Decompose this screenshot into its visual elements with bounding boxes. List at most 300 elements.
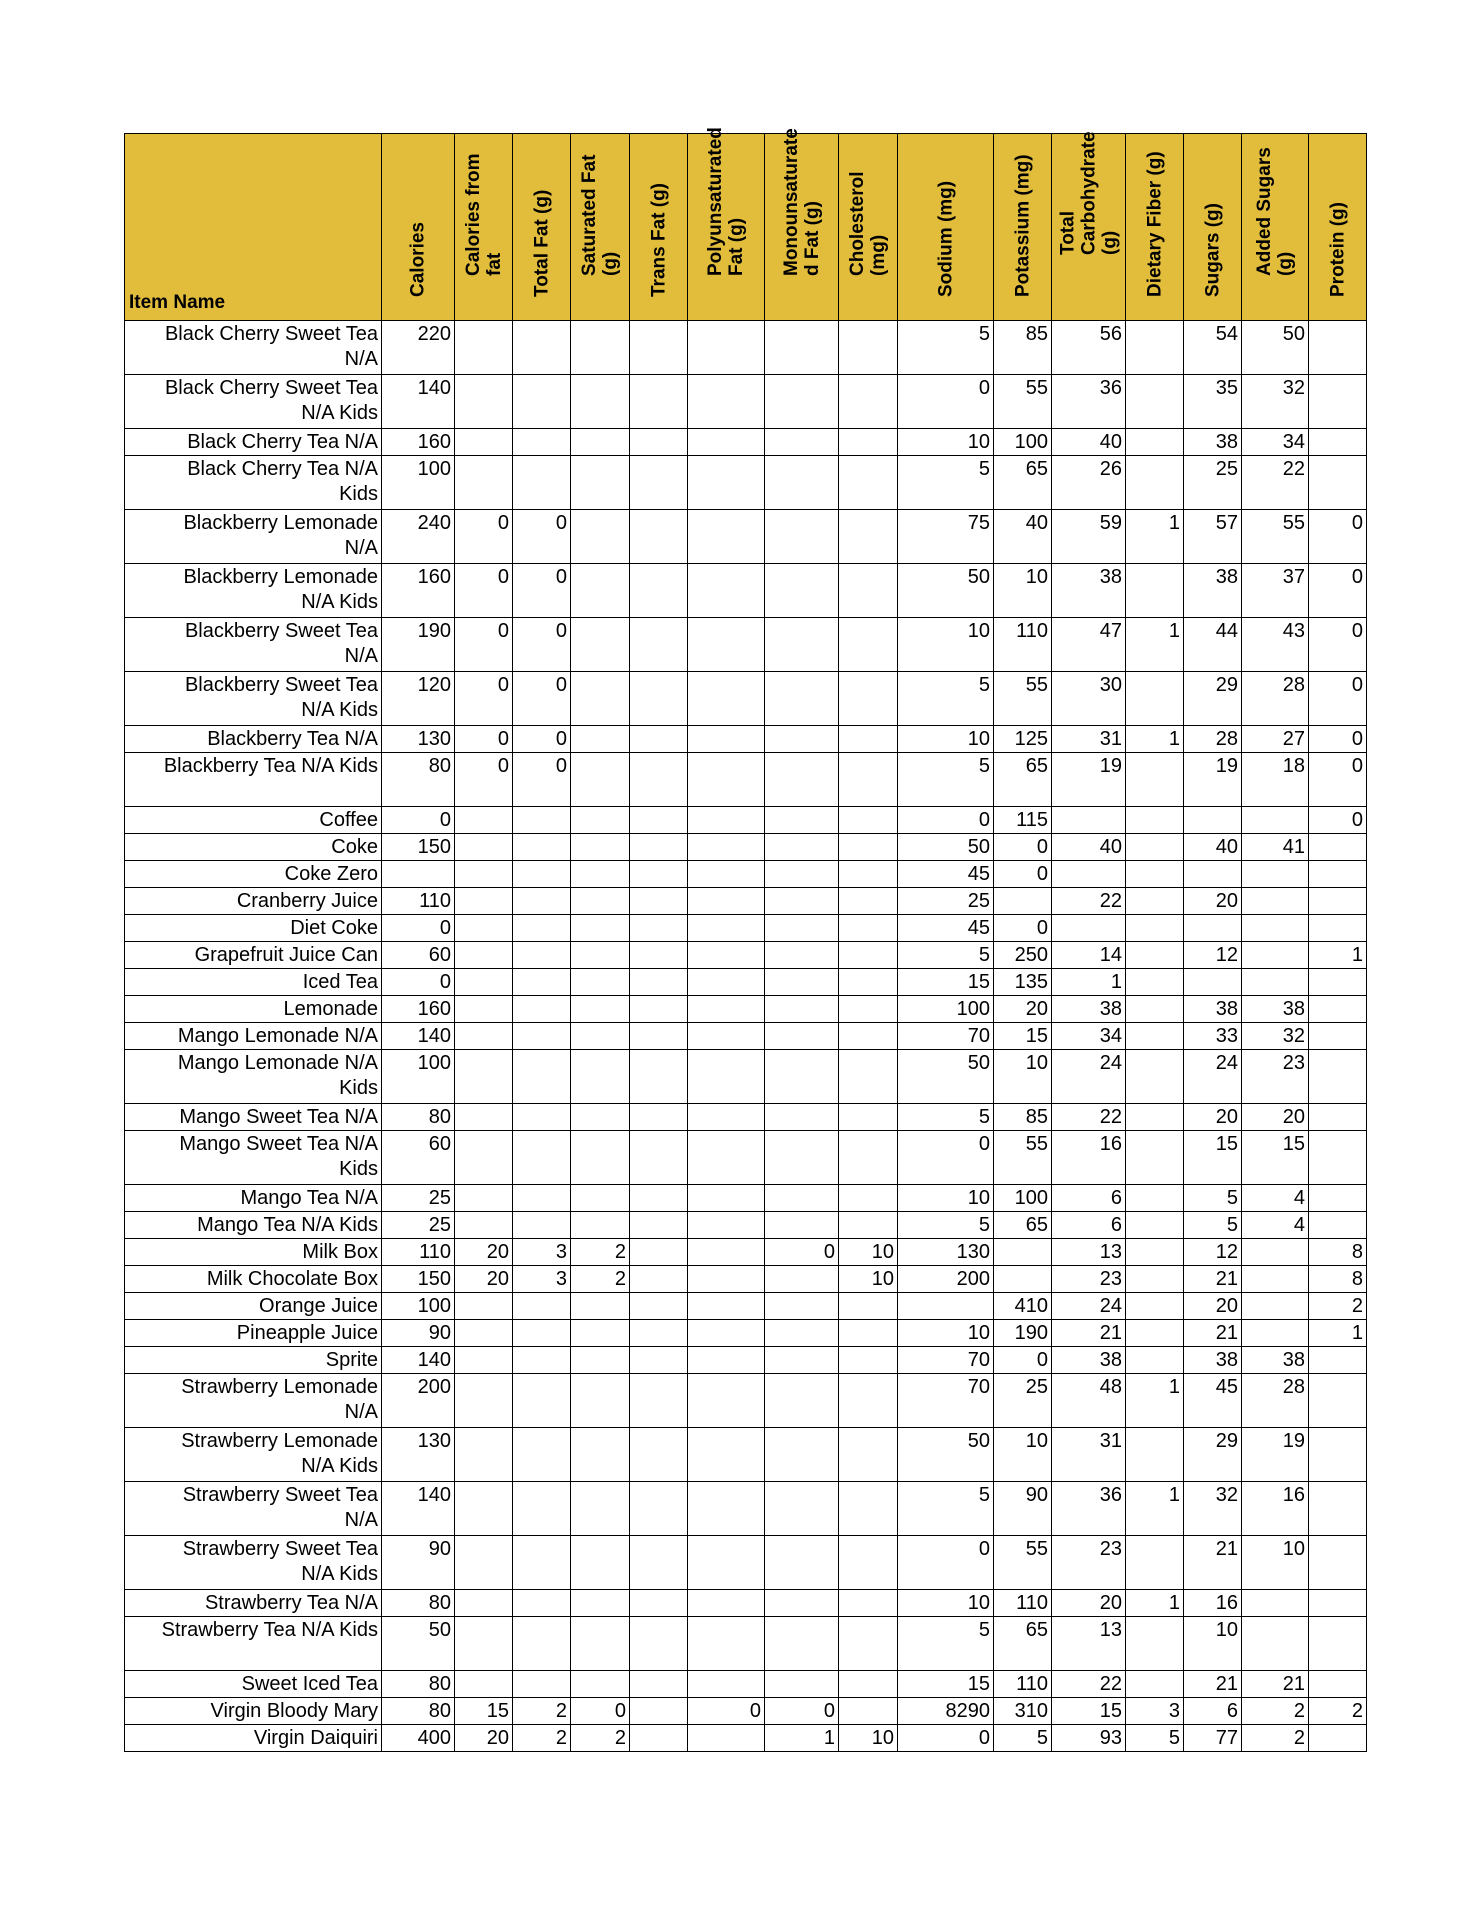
- value-cell: 0: [994, 861, 1052, 888]
- value-cell: [1309, 321, 1367, 375]
- item-name-cell: Mango Lemonade N/A Kids: [125, 1050, 382, 1104]
- value-cell: [994, 888, 1052, 915]
- value-cell: [1126, 834, 1184, 861]
- value-cell: 56: [1052, 321, 1126, 375]
- column-header: [571, 134, 630, 321]
- value-cell: 12: [1184, 1239, 1242, 1266]
- value-cell: [765, 969, 839, 996]
- value-cell: 28: [1184, 726, 1242, 753]
- value-cell: 93: [1052, 1725, 1126, 1752]
- value-cell: [513, 861, 571, 888]
- value-cell: 6: [1184, 1698, 1242, 1725]
- column-header-label: Monounsaturate d Fat (g): [780, 128, 823, 276]
- item-name-cell: Virgin Daiquiri: [125, 1725, 382, 1752]
- value-cell: [1309, 834, 1367, 861]
- value-cell: [688, 1374, 765, 1428]
- value-cell: [688, 1617, 765, 1671]
- value-cell: [455, 915, 513, 942]
- value-cell: [765, 1050, 839, 1104]
- value-cell: [839, 1671, 898, 1698]
- table-row: [125, 1131, 1367, 1185]
- value-cell: 38: [1184, 429, 1242, 456]
- value-cell: [765, 726, 839, 753]
- value-cell: [765, 564, 839, 618]
- value-cell: [630, 456, 688, 510]
- value-cell: [513, 375, 571, 429]
- column-header-label: Sugars (g): [1202, 203, 1223, 297]
- value-cell: [571, 1536, 630, 1590]
- value-cell: [839, 618, 898, 672]
- value-cell: 10: [898, 618, 994, 672]
- value-cell: [1309, 1212, 1367, 1239]
- value-cell: [688, 1536, 765, 1590]
- value-cell: [1242, 969, 1309, 996]
- value-cell: 1: [1126, 510, 1184, 564]
- value-cell: 19: [1184, 753, 1242, 807]
- value-cell: [765, 1428, 839, 1482]
- value-cell: 100: [898, 996, 994, 1023]
- value-cell: 0: [898, 1725, 994, 1752]
- value-cell: [571, 1131, 630, 1185]
- value-cell: [513, 1536, 571, 1590]
- value-cell: [1309, 429, 1367, 456]
- value-cell: [455, 942, 513, 969]
- value-cell: 0: [1309, 510, 1367, 564]
- value-cell: [513, 1050, 571, 1104]
- value-cell: 19: [1242, 1428, 1309, 1482]
- value-cell: [571, 1212, 630, 1239]
- value-cell: [630, 1698, 688, 1725]
- value-cell: 410: [994, 1293, 1052, 1320]
- value-cell: [839, 1428, 898, 1482]
- value-cell: 1: [1126, 618, 1184, 672]
- value-cell: [839, 375, 898, 429]
- value-cell: [513, 1023, 571, 1050]
- value-cell: 21: [1184, 1266, 1242, 1293]
- value-cell: 21: [1184, 1320, 1242, 1347]
- value-cell: [765, 1185, 839, 1212]
- value-cell: [1242, 807, 1309, 834]
- table-row: [125, 1698, 1367, 1725]
- column-header: [839, 134, 898, 321]
- value-cell: [688, 1482, 765, 1536]
- value-cell: [571, 1050, 630, 1104]
- value-cell: 55: [1242, 510, 1309, 564]
- value-cell: [688, 1671, 765, 1698]
- value-cell: 110: [994, 1590, 1052, 1617]
- nutrition-table: [124, 127, 1367, 1752]
- value-cell: 21: [1052, 1320, 1126, 1347]
- value-cell: [571, 942, 630, 969]
- value-cell: [765, 1104, 839, 1131]
- value-cell: 38: [1184, 564, 1242, 618]
- item-name-cell: Coke Zero: [125, 861, 382, 888]
- value-cell: 38: [1184, 996, 1242, 1023]
- value-cell: [688, 618, 765, 672]
- column-header-label: Dietary Fiber (g): [1144, 151, 1165, 297]
- value-cell: 24: [1184, 1050, 1242, 1104]
- value-cell: [688, 321, 765, 375]
- value-cell: 2: [1309, 1293, 1367, 1320]
- value-cell: 5: [898, 1482, 994, 1536]
- value-cell: [688, 1293, 765, 1320]
- value-cell: 38: [1052, 1347, 1126, 1374]
- value-cell: [455, 1671, 513, 1698]
- value-cell: [630, 1428, 688, 1482]
- table-row: [125, 429, 1367, 456]
- value-cell: [765, 672, 839, 726]
- value-cell: [513, 969, 571, 996]
- value-cell: [513, 1428, 571, 1482]
- value-cell: 1: [1126, 726, 1184, 753]
- value-cell: 15: [1242, 1131, 1309, 1185]
- value-cell: 2: [571, 1266, 630, 1293]
- value-cell: 0: [571, 1698, 630, 1725]
- value-cell: 80: [382, 1104, 455, 1131]
- value-cell: [455, 861, 513, 888]
- value-cell: [513, 1293, 571, 1320]
- value-cell: [1126, 1293, 1184, 1320]
- value-cell: [571, 969, 630, 996]
- value-cell: [630, 1725, 688, 1752]
- value-cell: 4: [1242, 1212, 1309, 1239]
- value-cell: [688, 915, 765, 942]
- value-cell: [688, 726, 765, 753]
- value-cell: [765, 321, 839, 375]
- value-cell: 5: [898, 456, 994, 510]
- value-cell: 18: [1242, 753, 1309, 807]
- value-cell: [513, 942, 571, 969]
- value-cell: [455, 1374, 513, 1428]
- item-name-cell: Milk Chocolate Box: [125, 1266, 382, 1293]
- value-cell: [765, 1131, 839, 1185]
- value-cell: [765, 510, 839, 564]
- value-cell: [688, 1266, 765, 1293]
- value-cell: [1126, 753, 1184, 807]
- value-cell: 22: [1052, 1104, 1126, 1131]
- value-cell: [688, 1212, 765, 1239]
- value-cell: [1184, 807, 1242, 834]
- value-cell: [688, 996, 765, 1023]
- value-cell: [630, 1374, 688, 1428]
- value-cell: 44: [1184, 618, 1242, 672]
- value-cell: 0: [898, 807, 994, 834]
- table-row: [125, 456, 1367, 510]
- value-cell: 30: [1052, 672, 1126, 726]
- value-cell: 3: [513, 1239, 571, 1266]
- value-cell: 45: [1184, 1374, 1242, 1428]
- value-cell: [1309, 861, 1367, 888]
- value-cell: 240: [382, 510, 455, 564]
- value-cell: 50: [898, 564, 994, 618]
- table-row: [125, 1617, 1367, 1671]
- value-cell: [630, 1617, 688, 1671]
- value-cell: 38: [1184, 1347, 1242, 1374]
- value-cell: [630, 942, 688, 969]
- value-cell: [839, 321, 898, 375]
- value-cell: [630, 1671, 688, 1698]
- value-cell: [571, 1293, 630, 1320]
- value-cell: 400: [382, 1725, 455, 1752]
- table-row: [125, 915, 1367, 942]
- value-cell: 50: [1242, 321, 1309, 375]
- value-cell: 80: [382, 1671, 455, 1698]
- value-cell: [571, 1590, 630, 1617]
- item-name-cell: Pineapple Juice: [125, 1320, 382, 1347]
- value-cell: 31: [1052, 1428, 1126, 1482]
- value-cell: [1126, 1185, 1184, 1212]
- value-cell: [1126, 375, 1184, 429]
- value-cell: 10: [839, 1266, 898, 1293]
- value-cell: 70: [898, 1374, 994, 1428]
- value-cell: 14: [1052, 942, 1126, 969]
- value-cell: [839, 1698, 898, 1725]
- value-cell: 55: [994, 375, 1052, 429]
- value-cell: [513, 1347, 571, 1374]
- value-cell: 2: [1242, 1725, 1309, 1752]
- column-header: [898, 134, 994, 321]
- value-cell: [630, 564, 688, 618]
- value-cell: 19: [1052, 753, 1126, 807]
- item-name-cell: Strawberry Sweet Tea N/A Kids: [125, 1536, 382, 1590]
- value-cell: [1242, 1617, 1309, 1671]
- value-cell: [1309, 996, 1367, 1023]
- value-cell: 15: [1052, 1698, 1126, 1725]
- value-cell: 250: [994, 942, 1052, 969]
- value-cell: 5: [898, 1104, 994, 1131]
- value-cell: 0: [898, 1131, 994, 1185]
- value-cell: [1309, 375, 1367, 429]
- value-cell: 5: [898, 321, 994, 375]
- value-cell: [571, 1185, 630, 1212]
- table-row: [125, 942, 1367, 969]
- value-cell: [630, 1293, 688, 1320]
- value-cell: [1309, 1590, 1367, 1617]
- value-cell: [571, 1671, 630, 1698]
- column-header: [513, 134, 571, 321]
- value-cell: [765, 807, 839, 834]
- value-cell: 0: [513, 510, 571, 564]
- value-cell: 25: [1184, 456, 1242, 510]
- value-cell: [765, 1590, 839, 1617]
- value-cell: [571, 1482, 630, 1536]
- value-cell: [1126, 1050, 1184, 1104]
- value-cell: [688, 942, 765, 969]
- column-header-label: Sodium (mg): [935, 180, 956, 297]
- value-cell: [839, 861, 898, 888]
- value-cell: 90: [994, 1482, 1052, 1536]
- value-cell: 140: [382, 1482, 455, 1536]
- value-cell: [455, 1320, 513, 1347]
- value-cell: [455, 1050, 513, 1104]
- value-cell: [1309, 1374, 1367, 1428]
- value-cell: [630, 1266, 688, 1293]
- value-cell: 140: [382, 1347, 455, 1374]
- value-cell: [839, 915, 898, 942]
- item-name-cell: Blackberry Sweet Tea N/A Kids: [125, 672, 382, 726]
- value-cell: 85: [994, 1104, 1052, 1131]
- value-cell: 34: [1242, 429, 1309, 456]
- value-cell: [630, 1482, 688, 1536]
- value-cell: 130: [382, 726, 455, 753]
- value-cell: [630, 861, 688, 888]
- value-cell: 0: [1309, 753, 1367, 807]
- value-cell: 190: [382, 618, 455, 672]
- value-cell: [839, 429, 898, 456]
- value-cell: 60: [382, 1131, 455, 1185]
- value-cell: [1126, 429, 1184, 456]
- value-cell: 0: [455, 564, 513, 618]
- table-row: [125, 1266, 1367, 1293]
- value-cell: [1309, 1725, 1367, 1752]
- column-header-label: Calories from fat: [462, 153, 505, 276]
- value-cell: 135: [994, 969, 1052, 996]
- value-cell: [1126, 1131, 1184, 1185]
- value-cell: [839, 1374, 898, 1428]
- value-cell: [455, 1104, 513, 1131]
- value-cell: 25: [898, 888, 994, 915]
- value-cell: [765, 1293, 839, 1320]
- value-cell: [839, 1347, 898, 1374]
- table-row: [125, 1050, 1367, 1104]
- item-name-cell: Black Cherry Sweet Tea N/A Kids: [125, 375, 382, 429]
- value-cell: [455, 1293, 513, 1320]
- value-cell: 90: [382, 1320, 455, 1347]
- value-cell: 21: [1242, 1671, 1309, 1698]
- value-cell: 0: [382, 969, 455, 996]
- value-cell: 1: [1126, 1590, 1184, 1617]
- value-cell: 32: [1184, 1482, 1242, 1536]
- value-cell: [1126, 942, 1184, 969]
- value-cell: [571, 726, 630, 753]
- value-cell: 65: [994, 1212, 1052, 1239]
- value-cell: [839, 1185, 898, 1212]
- value-cell: [455, 1185, 513, 1212]
- value-cell: 0: [513, 753, 571, 807]
- column-header: [1184, 134, 1242, 321]
- value-cell: [630, 429, 688, 456]
- value-cell: 0: [1309, 726, 1367, 753]
- value-cell: 27: [1242, 726, 1309, 753]
- value-cell: [1126, 1347, 1184, 1374]
- value-cell: [1309, 1131, 1367, 1185]
- value-cell: 0: [382, 915, 455, 942]
- value-cell: 10: [898, 1320, 994, 1347]
- item-name-cell: Mango Sweet Tea N/A: [125, 1104, 382, 1131]
- value-cell: [382, 861, 455, 888]
- value-cell: [1126, 807, 1184, 834]
- item-name-cell: Lemonade: [125, 996, 382, 1023]
- value-cell: [513, 834, 571, 861]
- value-cell: [688, 429, 765, 456]
- value-cell: [1242, 888, 1309, 915]
- value-cell: [630, 753, 688, 807]
- value-cell: 0: [1309, 807, 1367, 834]
- value-cell: 24: [1052, 1293, 1126, 1320]
- value-cell: 26: [1052, 456, 1126, 510]
- column-header: [1242, 134, 1309, 321]
- value-cell: [455, 1590, 513, 1617]
- value-cell: [455, 1482, 513, 1536]
- value-cell: 55: [994, 672, 1052, 726]
- value-cell: [839, 1023, 898, 1050]
- value-cell: 45: [898, 861, 994, 888]
- value-cell: 1: [1126, 1374, 1184, 1428]
- value-cell: [765, 753, 839, 807]
- table-row: [125, 321, 1367, 375]
- value-cell: 22: [1052, 1671, 1126, 1698]
- table-row: [125, 1725, 1367, 1752]
- value-cell: 5: [898, 942, 994, 969]
- table-row: [125, 1293, 1367, 1320]
- value-cell: [765, 1536, 839, 1590]
- value-cell: [688, 888, 765, 915]
- value-cell: [688, 807, 765, 834]
- value-cell: [455, 1347, 513, 1374]
- value-cell: [1126, 672, 1184, 726]
- value-cell: 13: [1052, 1239, 1126, 1266]
- value-cell: 115: [994, 807, 1052, 834]
- value-cell: 22: [1242, 456, 1309, 510]
- value-cell: [839, 1293, 898, 1320]
- column-header: [688, 127, 765, 321]
- value-cell: [455, 834, 513, 861]
- value-cell: [455, 429, 513, 456]
- item-name-cell: Sprite: [125, 1347, 382, 1374]
- value-cell: 150: [382, 1266, 455, 1293]
- value-cell: 100: [382, 1293, 455, 1320]
- value-cell: [765, 1266, 839, 1293]
- value-cell: 150: [382, 834, 455, 861]
- value-cell: [1126, 1239, 1184, 1266]
- value-cell: [688, 1104, 765, 1131]
- item-name-cell: Grapefruit Juice Can: [125, 942, 382, 969]
- value-cell: [455, 1617, 513, 1671]
- value-cell: [630, 969, 688, 996]
- value-cell: 38: [1052, 564, 1126, 618]
- value-cell: [571, 564, 630, 618]
- value-cell: [571, 888, 630, 915]
- value-cell: [688, 1023, 765, 1050]
- value-cell: 50: [898, 834, 994, 861]
- value-cell: [513, 1131, 571, 1185]
- value-cell: 70: [898, 1023, 994, 1050]
- value-cell: 15: [994, 1023, 1052, 1050]
- value-cell: 130: [382, 1428, 455, 1482]
- value-cell: [630, 1104, 688, 1131]
- value-cell: 25: [382, 1185, 455, 1212]
- value-cell: 310: [994, 1698, 1052, 1725]
- value-cell: [839, 807, 898, 834]
- value-cell: 32: [1242, 375, 1309, 429]
- table-row: [125, 1536, 1367, 1590]
- value-cell: 21: [1184, 1671, 1242, 1698]
- value-cell: [688, 456, 765, 510]
- value-cell: 48: [1052, 1374, 1126, 1428]
- value-cell: [630, 1536, 688, 1590]
- value-cell: [688, 1725, 765, 1752]
- value-cell: [839, 564, 898, 618]
- value-cell: 40: [1052, 429, 1126, 456]
- value-cell: 24: [1052, 1050, 1126, 1104]
- value-cell: [1126, 1023, 1184, 1050]
- value-cell: 3: [1126, 1698, 1184, 1725]
- value-cell: [839, 1050, 898, 1104]
- value-cell: 5: [898, 1212, 994, 1239]
- value-cell: [688, 834, 765, 861]
- value-cell: 20: [455, 1725, 513, 1752]
- value-cell: [513, 807, 571, 834]
